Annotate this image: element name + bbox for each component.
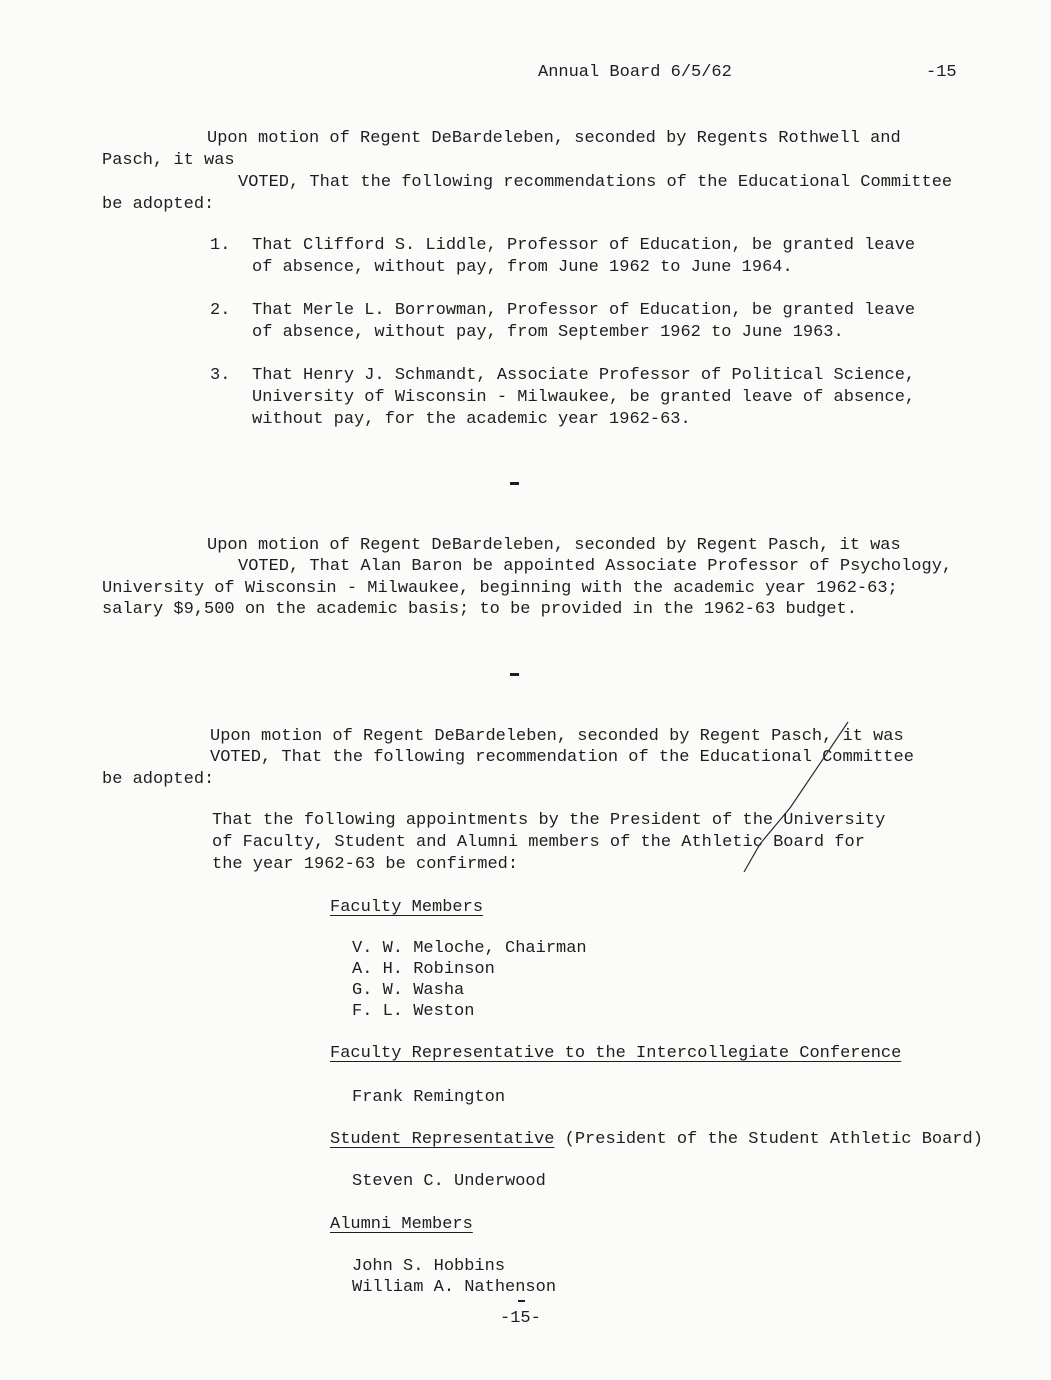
list-item-line: That Clifford S. Liddle, Professor of Education, be granted leave bbox=[252, 236, 916, 255]
list-item: F. L. Weston bbox=[352, 1002, 475, 1021]
motion3-voted-line-1: VOTED, That the following recommendation of the Educational Committee bbox=[210, 748, 914, 767]
list-item: G. W. Washa bbox=[352, 981, 465, 1000]
student-rep-heading: Student Representative bbox=[330, 1130, 555, 1149]
motion2-line-4: salary $9,500 on the academic basis; to be provided in the 1962-63 budget. bbox=[102, 600, 857, 619]
list-item: V. W. Meloche, Chairman bbox=[352, 939, 587, 958]
motion3-intro: Upon motion of Regent DeBardeleben, seconded by Regent Pasch, it was bbox=[210, 727, 904, 746]
motion-intro-line-2: Pasch, it was bbox=[102, 151, 235, 170]
list-item-line: That Henry J. Schmandt, Associate Professor of Political Science, bbox=[252, 366, 916, 385]
list-item-number: 2. bbox=[210, 301, 231, 320]
list-item-number: 1. bbox=[210, 236, 231, 255]
faculty-rep-name: Frank Remington bbox=[352, 1088, 506, 1107]
list-item-line: That Merle L. Borrowman, Professor of Education, be granted leave bbox=[252, 301, 916, 320]
list-item-line: University of Wisconsin - Milwaukee, be granted leave of absence, bbox=[252, 388, 916, 407]
list-item: A. H. Robinson bbox=[352, 960, 495, 979]
list-item-number: 3. bbox=[210, 366, 231, 385]
list-item-line: of absence, without pay, from September 1962 to June 1963. bbox=[252, 323, 844, 342]
list-item-line: of absence, without pay, from June 1962 to June 1964. bbox=[252, 258, 793, 277]
motion-intro-line-1: Upon motion of Regent DeBardeleben, seconded by Regents Rothwell and bbox=[207, 129, 901, 148]
student-rep-note: (President of the Student Athletic Board) bbox=[554, 1130, 983, 1149]
resolution-line-1: That the following appointments by the President of the University bbox=[212, 811, 886, 830]
list-item: William A. Nathenson bbox=[352, 1278, 557, 1297]
resolution-line-2: of Faculty, Student and Alumni members of the Athletic Board for bbox=[212, 833, 865, 852]
motion2-line-1: Upon motion of Regent DeBardeleben, seconded by Regent Pasch, it was bbox=[207, 536, 901, 555]
motion2-line-3: University of Wisconsin - Milwaukee, beginning with the academic year 1962-63; bbox=[102, 579, 898, 598]
resolution-line-3: the year 1962-63 be confirmed: bbox=[212, 855, 519, 874]
voted-line-2: be adopted: bbox=[102, 195, 215, 214]
voted-line-1: VOTED, That the following recommendations of the Educational Committee bbox=[238, 173, 953, 192]
footer-page-number: -15- bbox=[500, 1309, 541, 1328]
header-title: Annual Board 6/5/62 bbox=[538, 63, 732, 82]
alumni-heading: Alumni Members bbox=[330, 1215, 473, 1234]
faculty-members-heading: Faculty Members bbox=[330, 898, 484, 917]
list-item-line: without pay, for the academic year 1962-63. bbox=[252, 410, 691, 429]
list-item: John S. Hobbins bbox=[352, 1257, 506, 1276]
motion2-line-2: VOTED, That Alan Baron be appointed Associate Professor of Psychology, bbox=[238, 557, 953, 576]
student-rep-name: Steven C. Underwood bbox=[352, 1172, 546, 1191]
header-page-number: -15 bbox=[926, 63, 957, 82]
faculty-rep-heading: Faculty Representative to the Intercollegiate Conference bbox=[330, 1044, 902, 1063]
motion3-voted-line-2: be adopted: bbox=[102, 770, 215, 789]
